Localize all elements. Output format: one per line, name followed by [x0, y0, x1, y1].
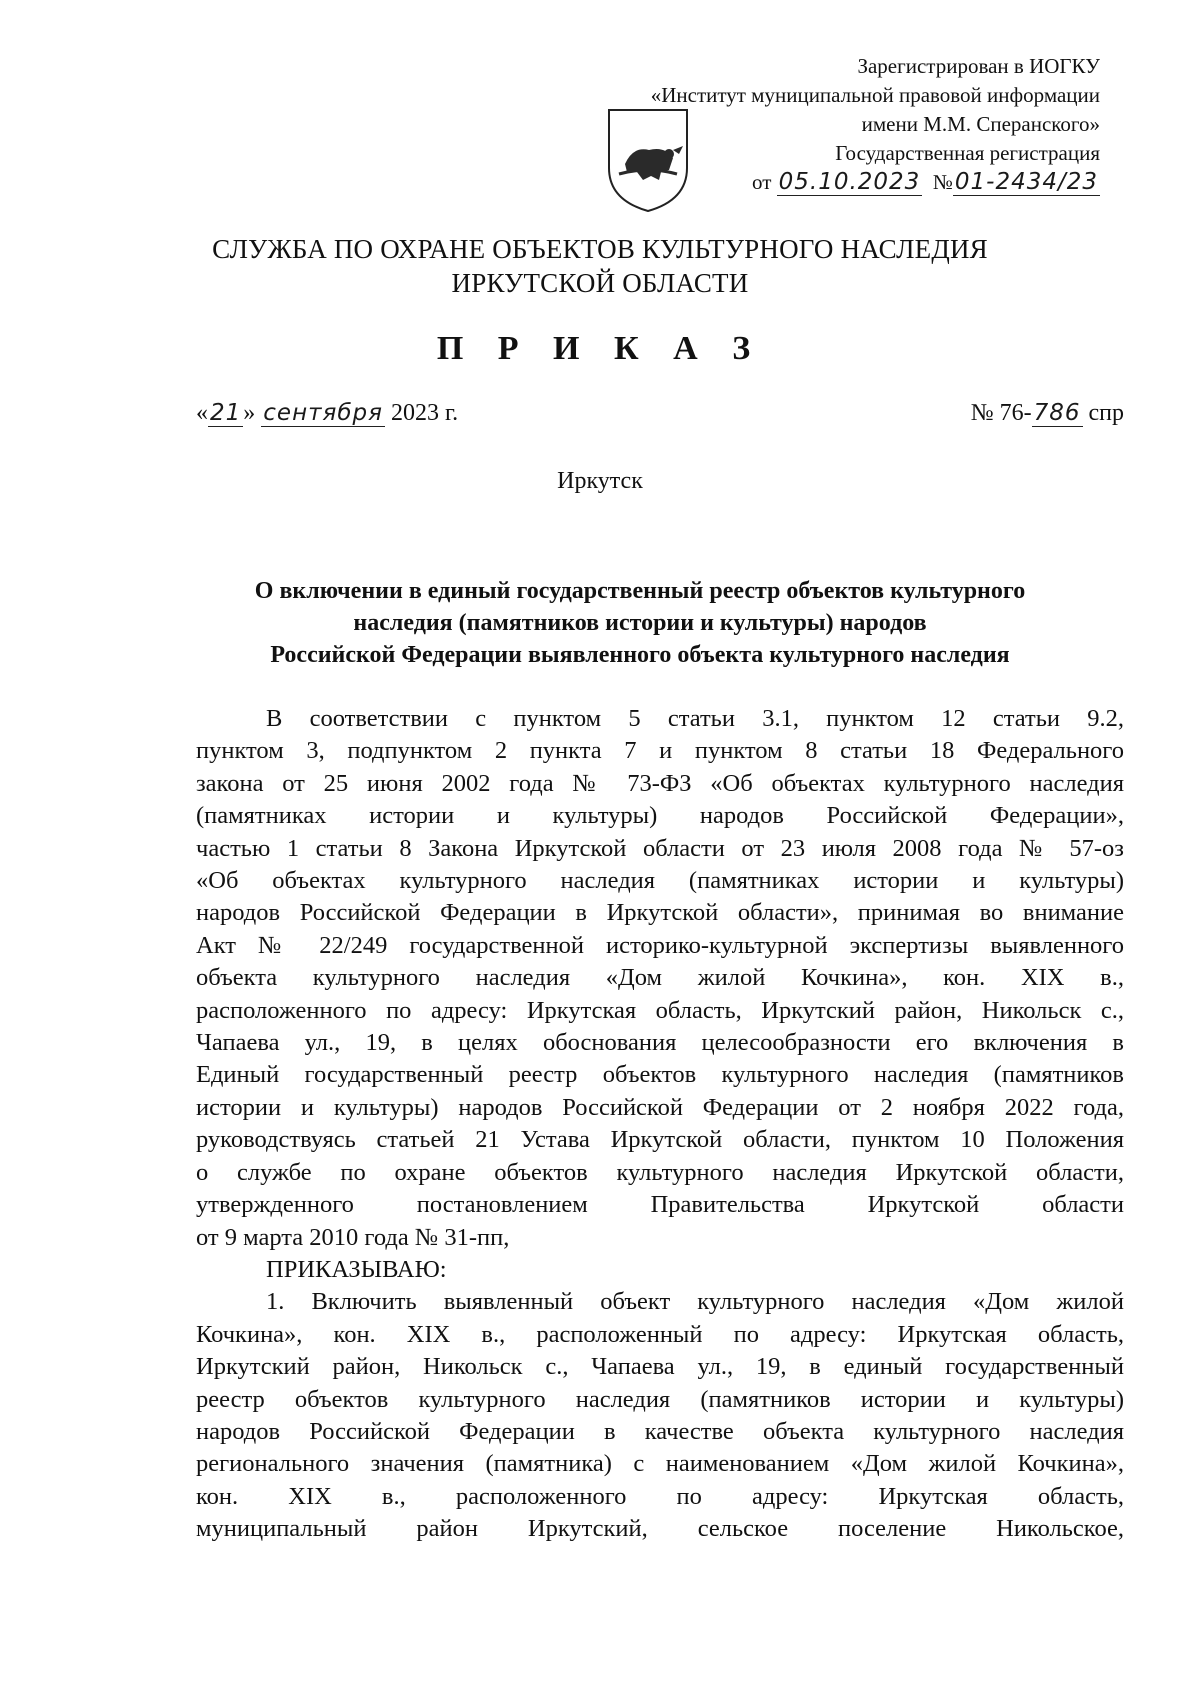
body-line: частью 1 статьи 8 Закона Иркутской области от 23 июля 2008 года № 57-оз [196, 834, 1124, 862]
body-line: пунктом 3, подпунктом 2 пункта 7 и пунктом 8 статьи 18 Федерального [196, 737, 1124, 765]
body-line: закона от 25 июня 2002 года № 73-ФЗ «Об объектах культурного наследия [196, 769, 1124, 797]
body-line: народов Российской Федерации в Иркутской области», принимая во внимание [196, 899, 1124, 927]
order-word: ПРИКАЗЫВАЮ: [266, 1255, 447, 1283]
body-line: объекта культурного наследия «Дом жилой Кочкина», кон. XIX в., [196, 964, 1124, 992]
organization-title [0, 232, 1200, 300]
registration-line: Зарегистрирован в ИОГКУ [857, 54, 1100, 78]
registration-number-handwritten: 01-2434/23 [954, 169, 1098, 195]
heading-line: наследия (памятников истории и культуры) народов [353, 610, 927, 636]
order-date: «21» сентября 2023 г. [196, 400, 459, 426]
date-number-row [196, 400, 1124, 434]
body-line: Единый государственный реестр объектов культурного наследия (памятников [196, 1061, 1124, 1089]
item-line: кон. XIX в., расположенного по адресу: Иркутская область, [196, 1482, 1124, 1510]
item-line: регионального значения (памятника) с наименованием «Дом жилой Кочкина», [196, 1450, 1124, 1478]
order-body [196, 703, 1124, 1546]
body-line: утвержденного постановлением Правительства Иркутской области [196, 1191, 1124, 1219]
body-line: о службе по охране объектов культурного наследия Иркутской области, [196, 1158, 1124, 1186]
body-line: расположенного по адресу: Иркутская область, Иркутский район, Никольск с., [196, 996, 1124, 1024]
body-line: «Об объектах культурного наследия (памятниках истории и культуры) [196, 867, 1124, 895]
body-line: В соответствии с пунктом 5 статьи 3.1, пунктом 12 статьи 9.2, [266, 705, 1124, 732]
heading-line: О включении в единый государственный реестр объектов культурного [254, 578, 1026, 604]
body-line: Чапаева ул., 19, в целях обоснования целесообразности его включения в [196, 1029, 1124, 1057]
order-heading [160, 575, 1120, 671]
registration-line: имени М.М. Сперанского» [861, 112, 1100, 136]
heading-line: Российской Федерации выявленного объекта культурного наследия [270, 642, 1010, 668]
body-line: Акт № 22/249 государственной историко-культурной экспертизы выявленного [196, 931, 1124, 959]
organization-line-1: СЛУЖБА ПО ОХРАНЕ ОБЪЕКТОВ КУЛЬТУРНОГО НАСЛЕДИЯ [212, 234, 988, 264]
order-number-handwritten: 786 [1033, 400, 1081, 426]
registration-date-prefix: от [751, 170, 772, 194]
item-line: Иркутский район, Никольск с., Чапаева ул., 19, в единый государственный [196, 1353, 1124, 1381]
city-name: Иркутск [557, 468, 643, 494]
order-year: 2023 г. [390, 400, 459, 426]
order-month-handwritten: сентября [263, 400, 383, 426]
irkutsk-coat-of-arms-icon [603, 106, 693, 214]
item-line: народов Российской Федерации в качестве объекта культурного наследия [196, 1417, 1124, 1445]
registration-number-prefix: № [932, 170, 953, 194]
item-line: Кочкина», кон. XIX в., расположенный по адресу: Иркутская область, [196, 1320, 1124, 1348]
registration-date-handwritten: 05.10.2023 [778, 169, 921, 195]
order-number: № 76-786 спр [970, 400, 1124, 426]
item-line: реестр объектов культурного наследия (памятников истории и культуры) [196, 1385, 1124, 1413]
body-line: истории и культуры) народов Российской Федерации от 2 ноября 2022 года, [196, 1093, 1124, 1121]
item-line: муниципальный район Иркутский, сельское поселение Никольское, [196, 1515, 1124, 1543]
body-line: от 9 марта 2010 года № 31-пп, [196, 1223, 510, 1251]
body-line: (памятниках истории и культуры) народов Российской Федерации», [196, 802, 1124, 830]
registration-line: Государственная регистрация [835, 141, 1100, 165]
document-type-title: П Р И К А З [436, 330, 764, 367]
order-day-handwritten: 21 [210, 400, 242, 426]
item-line: 1. Включить выявленный объект культурного наследия «Дом жилой [266, 1288, 1124, 1316]
registration-line: «Институт муниципальной правовой информации [650, 83, 1100, 107]
organization-line-2: ИРКУТСКОЙ ОБЛАСТИ [451, 268, 749, 298]
body-line: руководствуясь статьей 21 Устава Иркутской области, пунктом 10 Положения [196, 1126, 1124, 1154]
